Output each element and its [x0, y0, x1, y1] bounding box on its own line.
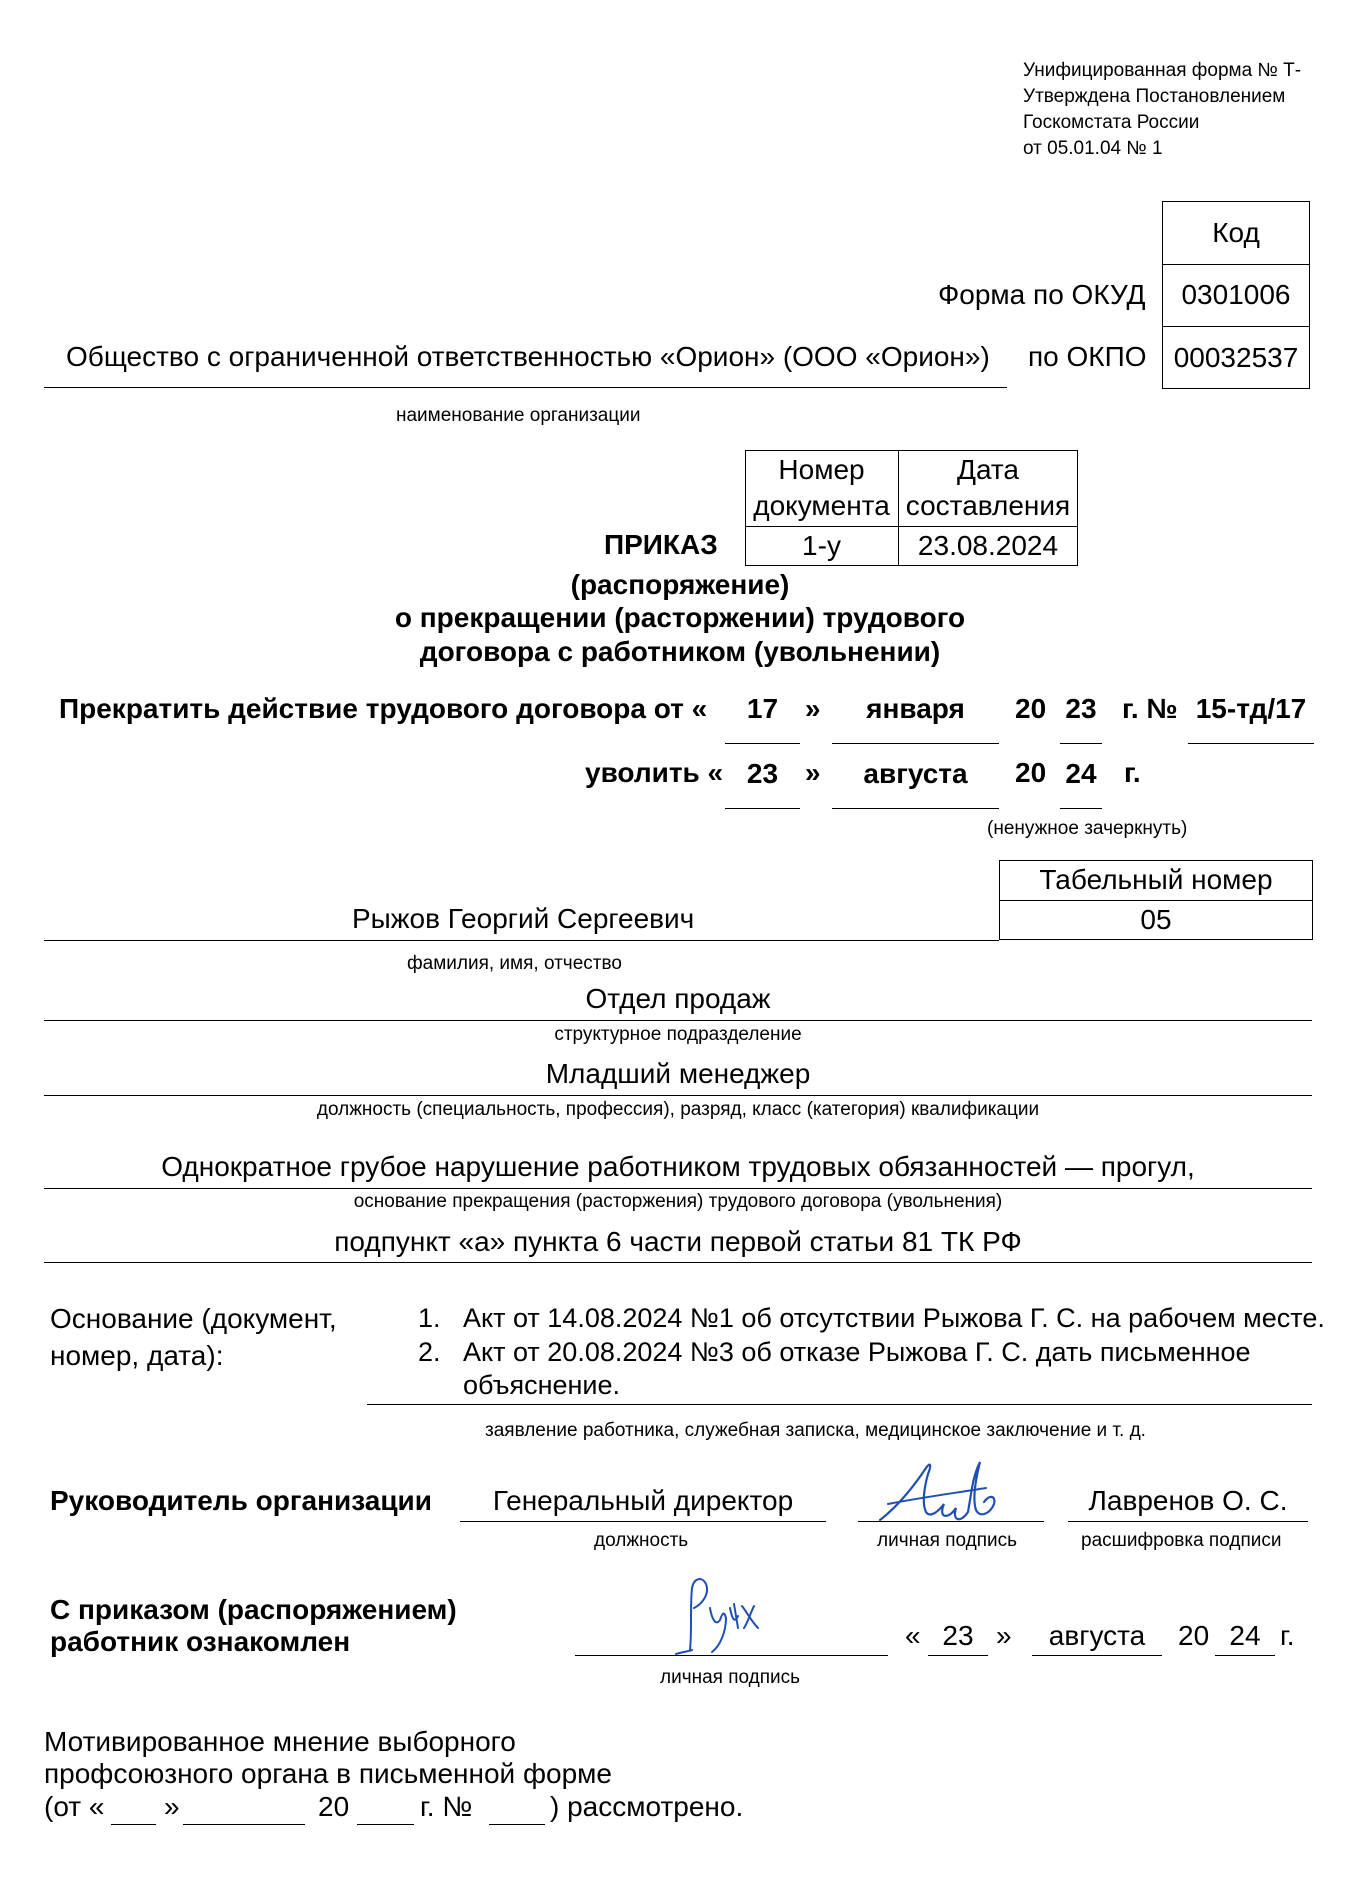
director-label: Руководитель организации	[50, 1485, 432, 1516]
order-subtitle-3: договора с работником (увольнении)	[419, 636, 941, 667]
acquainted-month: августа	[1048, 1620, 1146, 1651]
termination-year-g: г. №	[1122, 693, 1178, 724]
grounds-line-1: Однократное грубое нарушение работником трудовых обязанностей — прогул,	[161, 1151, 1195, 1182]
order-subtitle-2: о прекращении (расторжении) трудового	[394, 602, 966, 633]
termination-year-suffix: 23	[1065, 693, 1097, 724]
tab-number-value: 05	[1140, 904, 1172, 935]
employee-signature	[672, 1568, 792, 1658]
department-caption: структурное подразделение	[554, 1024, 802, 1045]
acquainted-year-suffix: 24	[1229, 1620, 1261, 1651]
acquainted-day: 23	[942, 1620, 974, 1651]
basis-label-1: Основание (документ,	[50, 1303, 337, 1334]
termination-year-prefix: 20	[1015, 693, 1047, 724]
okud-value: 0301006	[1181, 279, 1291, 310]
termination-label: Прекратить действие трудового договора от «	[59, 693, 708, 724]
union-line-2: профсоюзного органа в письменной форме	[44, 1758, 612, 1789]
doc-date-value: 23.08.2024	[917, 530, 1059, 561]
termination-number: 15-тд/17	[1195, 693, 1307, 724]
basis-label-2: номер, дата):	[50, 1340, 224, 1371]
director-name-caption: расшифровка подписи	[1081, 1530, 1282, 1551]
dismiss-month: августа	[863, 758, 968, 789]
dismiss-day: 23	[746, 758, 779, 789]
position: Младший менеджер	[545, 1058, 811, 1089]
acquainted-year-g: г.	[1280, 1620, 1295, 1651]
grounds-line-2: подпункт «а» пункта 6 части первой статьи 81 ТК РФ	[334, 1226, 1022, 1257]
strike-note: (ненужное зачеркнуть)	[987, 818, 1188, 839]
dismiss-quote-close: »	[805, 757, 821, 788]
doc-number-header	[745, 450, 898, 526]
basis-item-1-num: 1.	[418, 1303, 441, 1333]
order-subtitle-1: (распоряжение)	[570, 569, 790, 600]
order-title: ПРИКАЗ	[604, 529, 718, 560]
acquainted-year-prefix: 20	[1178, 1620, 1210, 1651]
union-line-3-a: (от «	[44, 1791, 105, 1822]
acquainted-label-2: работник ознакомлен	[50, 1626, 351, 1657]
form-header-line-4: от 05.01.04 № 1	[1023, 138, 1163, 159]
basis-item-2-num: 2.	[418, 1337, 441, 1367]
union-line-3-d: г. №	[420, 1791, 473, 1822]
director-name: Лавренов О. С.	[1088, 1485, 1288, 1516]
union-line-3-e: ) рассмотрено.	[550, 1791, 744, 1822]
doc-date-header-2: составления	[905, 490, 1071, 521]
termination-month: января	[866, 693, 965, 724]
tab-number-header: Табельный номер	[1039, 864, 1273, 895]
union-line-3-c: 20	[318, 1791, 350, 1822]
director-position: Генеральный директор	[492, 1485, 794, 1516]
employee-fio: Рыжов Георгий Сергеевич	[352, 903, 695, 934]
form-header-line-1: Унифицированная форма № Т-	[1023, 60, 1302, 81]
organization-name: Общество с ограниченной ответственностью «Орион» (ООО «Орион»)	[66, 341, 990, 372]
termination-quote-close: »	[805, 693, 821, 724]
doc-date-header	[898, 450, 1078, 526]
basis-caption: заявление работника, служебная записка, медицинское заключение и т. д.	[485, 1420, 1146, 1441]
code-header: Код	[1212, 216, 1260, 248]
okpo-value: 00032537	[1173, 341, 1299, 373]
form-header-line-3: Госкомстата России	[1023, 112, 1200, 133]
basis-item-2-text: Акт от 20.08.2024 №3 об отказе Рыжова Г. С. дать письменное	[463, 1337, 1251, 1367]
basis-item-1-text: Акт от 14.08.2024 №1 об отсутствии Рыжова Г. С. на рабочем месте.	[463, 1303, 1325, 1333]
dismiss-year-suffix: 24	[1065, 758, 1097, 789]
basis-item-2-text-cont: объяснение.	[463, 1370, 621, 1400]
department: Отдел продаж	[585, 983, 771, 1014]
termination-day: 17	[746, 693, 779, 724]
acquainted-signature-caption: личная подпись	[660, 1667, 801, 1688]
dismiss-year-g: г.	[1124, 757, 1141, 788]
dismiss-year-prefix: 20	[1015, 757, 1047, 788]
okpo-label: по ОКПО	[1028, 341, 1147, 372]
grounds-caption: основание прекращения (расторжения) трудового договора (увольнения)	[353, 1191, 1003, 1212]
union-line-1: Мотивированное мнение выборного	[44, 1726, 516, 1757]
union-line-3-b: »	[164, 1791, 180, 1822]
okud-label: Форма по ОКУД	[938, 279, 1146, 310]
dismiss-label: уволить «	[585, 757, 724, 788]
director-signature	[868, 1448, 1028, 1538]
acquainted-quote-open: «	[905, 1620, 921, 1651]
form-header-line-2: Утверждена Постановлением	[1023, 86, 1286, 107]
organization-caption: наименование организации	[396, 405, 641, 426]
acquainted-label-1: С приказом (распоряжением)	[50, 1594, 457, 1625]
position-caption: должность (специальность, профессия), разряд, класс (категория) квалификации	[316, 1099, 1040, 1120]
doc-date-header-1: Дата	[956, 454, 1019, 485]
acquainted-quote-close: »	[996, 1620, 1012, 1651]
doc-number-header-2: документа	[753, 490, 890, 521]
director-signature-caption: личная подпись	[877, 1530, 1018, 1551]
doc-number-header-1: Номер	[778, 454, 865, 485]
doc-number-value: 1-у	[802, 530, 841, 561]
fio-caption: фамилия, имя, отчество	[407, 953, 622, 974]
director-position-caption: должность	[594, 1530, 689, 1551]
form-header	[1023, 58, 1323, 162]
